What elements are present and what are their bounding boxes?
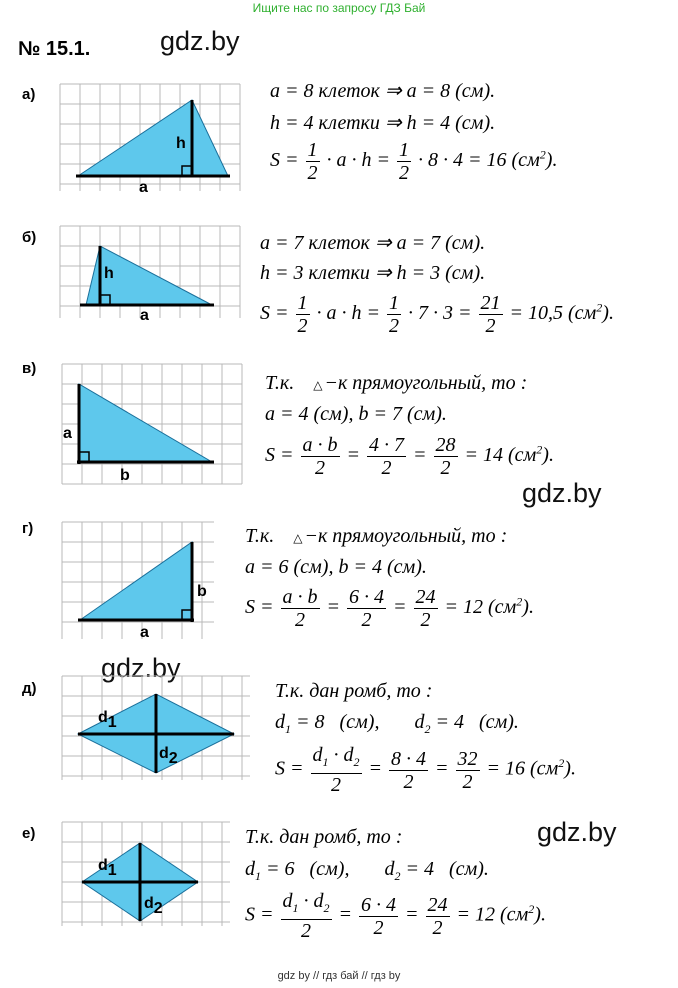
part-v-formula: S = $\frac{a \cdot b}{2}$ = $\frac{4 \cdot 7}{2}$ = $\frac{28}{2}$ = 14 $(см^2)$. xyxy=(265,434,554,479)
triangle-icon: △ xyxy=(293,531,303,545)
part-label-a: а) xyxy=(22,86,36,103)
task-number: № 15.1. xyxy=(18,38,91,60)
triangle-shape xyxy=(79,384,212,462)
base-label: a xyxy=(140,307,149,322)
top-banner: Ищите нас по запросу ГДЗ Бай xyxy=(252,1,426,15)
part-a-formula: S = $\frac{1}{2}$ · a · h = $\frac{1}{2}$ · 8 · 4 = 16 $(см^2)$. xyxy=(270,139,558,184)
figure-d-rhombus xyxy=(58,672,254,784)
part-label-d: д) xyxy=(22,680,37,697)
leg-a-label: a xyxy=(140,624,149,641)
part-v-line2: a = 4 (см), b = 7 (см). xyxy=(265,403,447,425)
diagonal-d2-label: d2 xyxy=(144,895,163,917)
part-label-e: е) xyxy=(22,825,36,842)
watermark: gdz.by xyxy=(522,478,602,508)
leg-a-label: a xyxy=(63,425,72,442)
height-label: h xyxy=(176,135,186,152)
footer-text: gdz by // гдз бай // гдз by xyxy=(277,970,401,982)
diagonal-d1-label: d1 xyxy=(98,709,117,731)
part-label-b: б) xyxy=(22,229,37,246)
triangle-shape xyxy=(80,542,192,620)
part-b-line1: a = 7 клеток ⇒ a = 7 (см). xyxy=(260,232,486,254)
watermark: gdz.by xyxy=(160,26,240,56)
base-label: a xyxy=(139,179,148,195)
leg-b-label: b xyxy=(120,467,130,484)
watermark: gdz.by xyxy=(537,817,617,847)
part-d-formula: S = $\frac{d_1 \cdot d_2}{2}$ = $\frac{8 \cdot 4}{2}$ = $\frac{32}{2}$ = 16 $(см^2)$. xyxy=(275,744,576,796)
triangle-icon: △ xyxy=(313,378,323,392)
part-a-line2: h = 4 клетки ⇒ h = 4 (см). xyxy=(270,112,496,134)
diagonal-d2-label: d2 xyxy=(159,745,178,767)
part-label-v: в) xyxy=(22,360,37,377)
figure-e-rhombus xyxy=(58,818,234,930)
part-g-line2: a = 6 (см), b = 4 (см). xyxy=(245,556,427,578)
part-g-line1: Т.к. △ −к прямоугольный, то : xyxy=(245,525,508,547)
figure-b-triangle xyxy=(56,222,246,322)
height-label: h xyxy=(104,265,114,282)
watermark: gdz.by xyxy=(101,653,181,683)
part-a-line1: a = 8 клеток ⇒ a = 8 (см). xyxy=(270,80,496,102)
part-d-line1: Т.к. дан ромб, то : xyxy=(275,680,433,702)
part-d-line2: $d_1 = 8$ (см), $d_2 = 4$ (см). xyxy=(275,711,519,736)
part-b-formula: S = $\frac{1}{2}$ · a · h = $\frac{1}{2}$ · 7 · 3 = $\frac{21}{2}$ = 10,5 $(см^2)$. xyxy=(260,292,614,337)
part-g-formula: S = $\frac{a \cdot b}{2}$ = $\frac{6 \cdot 4}{2}$ = $\frac{24}{2}$ = 12 $(см^2)$. xyxy=(245,586,534,631)
part-label-g: г) xyxy=(22,520,34,537)
diagonal-d1-label: d1 xyxy=(98,857,117,879)
figure-a-triangle xyxy=(56,80,246,195)
part-e-line2: $d_1 = 6$ (см), $d_2 = 4$ (см). xyxy=(245,858,489,883)
part-e-formula: S = $\frac{d_1 \cdot d_2}{2}$ = $\frac{6 \cdot 4}{2}$ = $\frac{24}{2}$ = 12 $(см^2)$. xyxy=(245,890,546,942)
part-e-line1: Т.к. дан ромб, то : xyxy=(245,826,403,848)
part-b-line2: h = 3 клетки ⇒ h = 3 (см). xyxy=(260,262,486,284)
figure-g-triangle xyxy=(58,518,218,643)
figure-v-triangle xyxy=(58,360,248,488)
part-v-line1: Т.к. △ −к прямоугольный, то : xyxy=(265,372,528,394)
leg-b-label: b xyxy=(197,583,207,600)
